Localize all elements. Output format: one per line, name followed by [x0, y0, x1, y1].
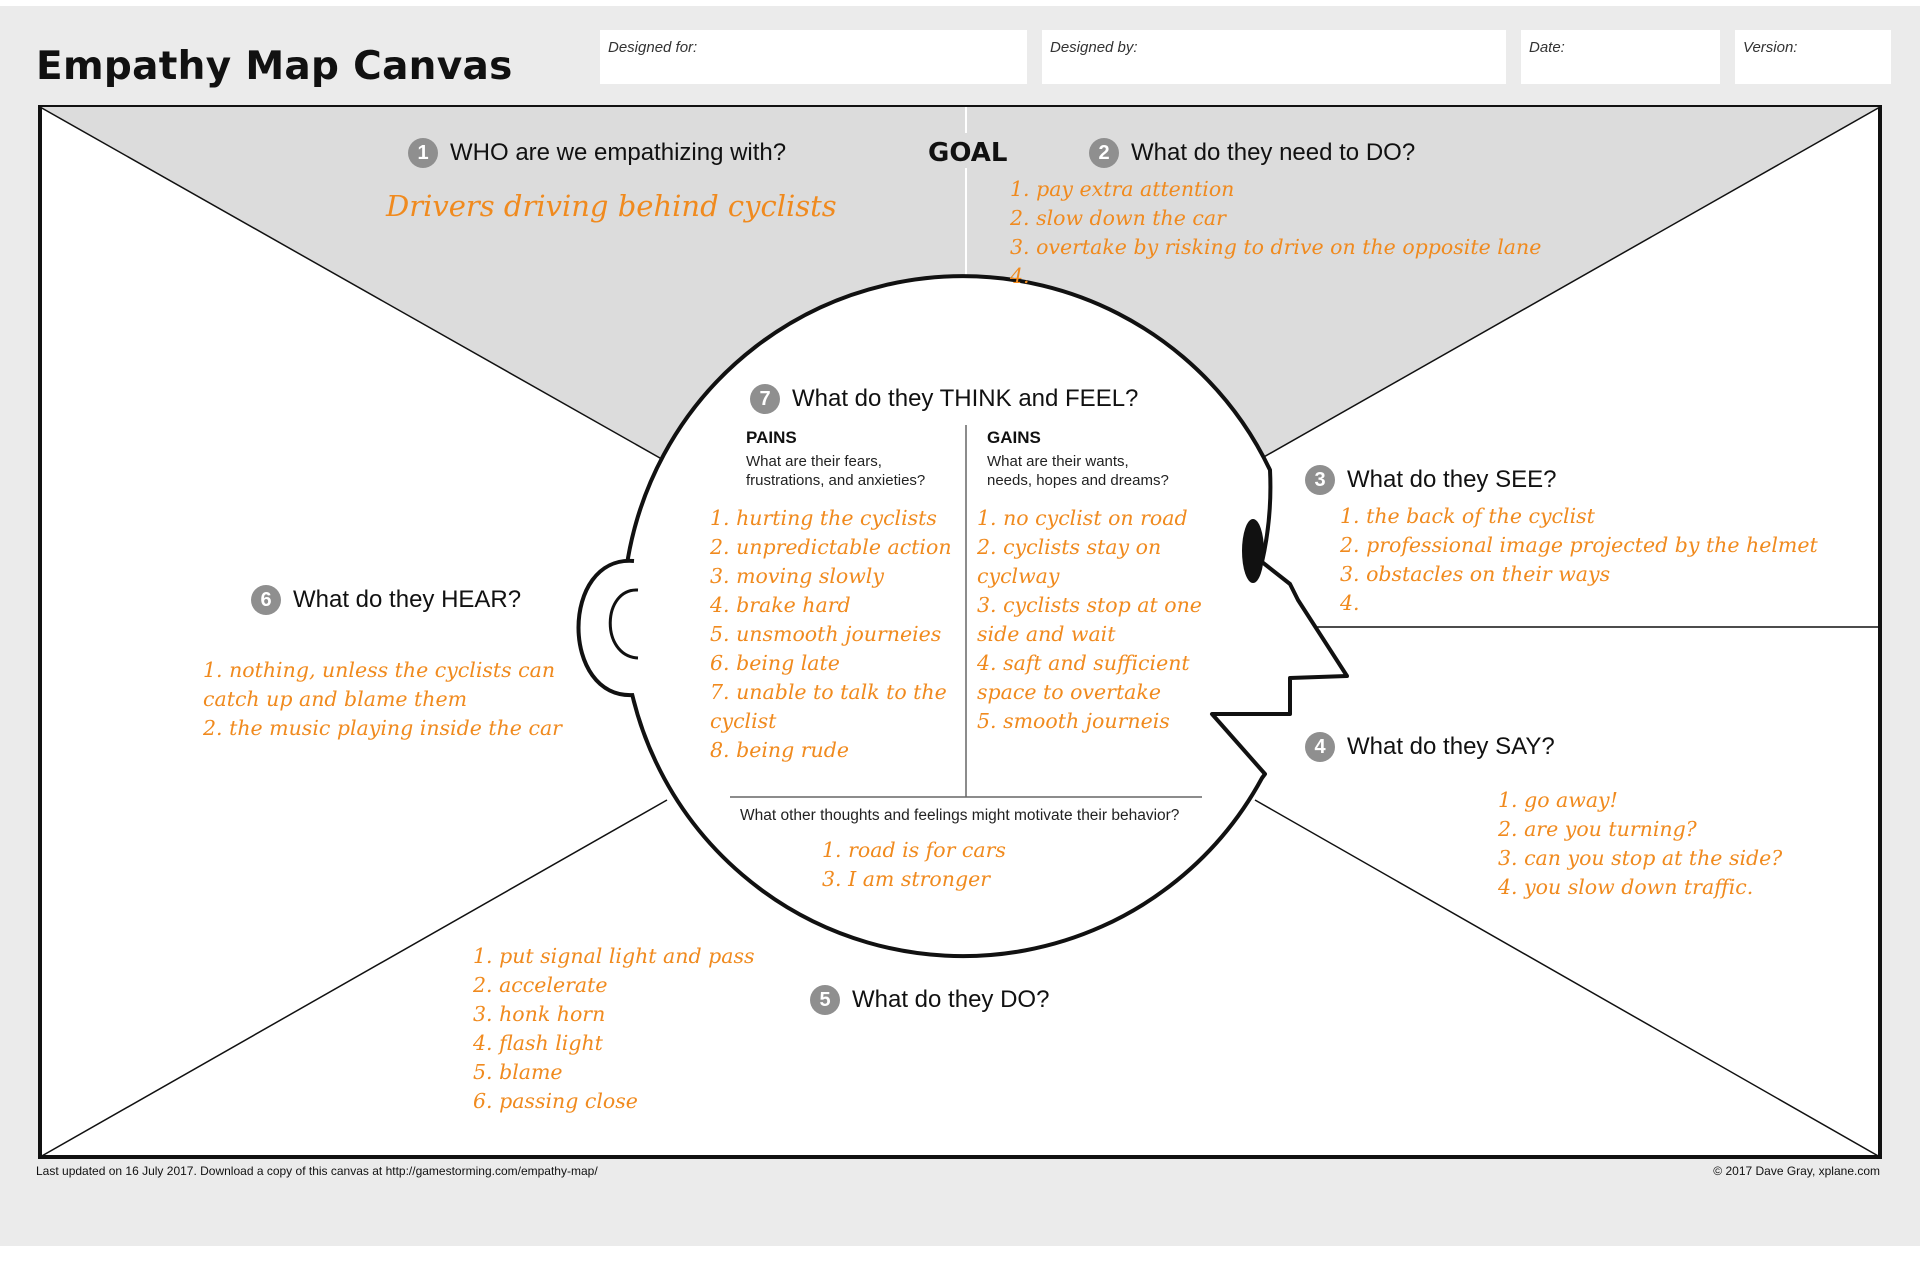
list-item: 1. put signal light and pass	[473, 944, 755, 968]
list-item: 5. unsmooth journeies	[710, 622, 942, 646]
list-item: 2. the music playing inside the car	[203, 716, 562, 740]
date-label: Date:	[1529, 39, 1565, 56]
list-item: 3. I am stronger	[822, 867, 991, 891]
other-thoughts-notes	[822, 836, 1006, 894]
goal-label: GOAL	[928, 138, 1008, 168]
say-question	[1305, 732, 1555, 762]
list-item: 4. saft and sufficient	[977, 651, 1190, 675]
need-to-do-question	[1089, 138, 1415, 168]
list-item: 6. passing close	[473, 1089, 638, 1113]
list-item: 8. being rude	[710, 738, 849, 762]
list-item: cyclway	[977, 564, 1060, 588]
list-item: cyclist	[710, 709, 777, 733]
badge-4: 4	[1305, 732, 1335, 762]
gains-notes	[977, 504, 1202, 736]
list-item: 1. nothing, unless the cyclists can	[203, 658, 556, 682]
list-item: 2. slow down the car	[1010, 206, 1226, 230]
pains-description-line: frustrations, and anxieties?	[746, 472, 926, 489]
gains-description-line: needs, hopes and dreams?	[987, 472, 1169, 489]
list-item: 1. the back of the cyclist	[1340, 504, 1595, 528]
gains-label: GAINS	[987, 428, 1041, 447]
do-question-text: What do they DO?	[852, 986, 1050, 1013]
list-item: 2. unpredictable action	[710, 535, 952, 559]
list-item: 2. cyclists stay on	[977, 535, 1162, 559]
list-item: 2. professional image projected by the helmet	[1340, 533, 1818, 557]
do-question	[810, 985, 1049, 1015]
designed-by-label: Designed by:	[1050, 39, 1138, 56]
page-title: Empathy Map Canvas	[36, 44, 513, 89]
gains-description-line: What are their wants,	[987, 453, 1129, 470]
see-notes	[1340, 502, 1818, 618]
list-item: 4. you slow down traffic.	[1498, 875, 1754, 899]
think-feel-question-text: What do they THINK and FEEL?	[792, 385, 1139, 412]
list-item: space to overtake	[977, 680, 1161, 704]
list-item: 2. accelerate	[473, 973, 608, 997]
eye	[1242, 519, 1264, 583]
gains-description	[987, 452, 1169, 490]
pains-description-line: What are their fears,	[746, 453, 882, 470]
badge-2: 2	[1089, 138, 1119, 168]
hear-notes	[203, 656, 562, 743]
list-item: 6. being late	[710, 651, 840, 675]
list-item: side and wait	[977, 622, 1116, 646]
designed-for-label: Designed for:	[608, 39, 698, 56]
see-question-text: What do they SEE?	[1347, 466, 1557, 493]
list-item: 3. honk horn	[473, 1002, 606, 1026]
list-item: Drivers driving behind cyclists	[386, 189, 837, 223]
hear-question	[251, 585, 521, 615]
version-label: Version:	[1743, 39, 1798, 56]
list-item: 1. pay extra attention	[1010, 177, 1235, 201]
think-feel-question	[750, 384, 1138, 414]
hear-question-text: What do they HEAR?	[293, 586, 522, 613]
list-item: 5. blame	[473, 1060, 563, 1084]
list-item: 1. no cyclist on road	[977, 506, 1188, 530]
who-question	[408, 138, 786, 168]
list-item: catch up and blame them	[203, 687, 468, 711]
say-question-text: What do they SAY?	[1347, 733, 1555, 760]
list-item: 3. cyclists stop at one	[977, 593, 1202, 617]
list-item: 3. obstacles on their ways	[1340, 562, 1611, 586]
need-to-do-question-text: What do they need to DO?	[1131, 139, 1416, 166]
say-notes	[1498, 786, 1782, 902]
footer-left: Last updated on 16 July 2017. Download a copy of this canvas at http://gamestorming.com/empathy-map/	[36, 1164, 598, 1178]
list-item: 1. go away!	[1498, 788, 1618, 812]
badge-5: 5	[810, 985, 840, 1015]
list-item: 4. flash light	[473, 1031, 603, 1055]
who-notes	[386, 188, 837, 224]
badge-6: 6	[251, 585, 281, 615]
list-item: 3. moving slowly	[710, 564, 884, 588]
list-item: 4.	[1340, 591, 1360, 615]
list-item: 7. unable to talk to the	[710, 680, 947, 704]
pains-label: PAINS	[746, 428, 797, 447]
badge-1: 1	[408, 138, 438, 168]
badge-7: 7	[750, 384, 780, 414]
list-item: 5. smooth journeis	[977, 709, 1170, 733]
need-to-do-notes	[1010, 175, 1541, 291]
footer-right: © 2017 Dave Gray, xplane.com	[1713, 1164, 1880, 1178]
who-question-text: WHO are we empathizing with?	[450, 139, 787, 166]
list-item: 3. can you stop at the side?	[1498, 846, 1783, 870]
list-item: 3. overtake by risking to drive on the opposite lane	[1010, 235, 1542, 259]
see-question	[1305, 465, 1556, 495]
pains-notes	[710, 504, 952, 765]
list-item: 2. are you turning?	[1498, 817, 1697, 841]
list-item: 4.	[1010, 264, 1030, 288]
pains-description	[746, 452, 925, 490]
other-thoughts-prompt: What other thoughts and feelings might motivate their behavior?	[740, 807, 1180, 824]
list-item: 4. brake hard	[710, 593, 851, 617]
do-notes	[473, 942, 755, 1116]
badge-3: 3	[1305, 465, 1335, 495]
list-item: 1. road is for cars	[822, 838, 1006, 862]
list-item: 1. hurting the cyclists	[710, 506, 937, 530]
